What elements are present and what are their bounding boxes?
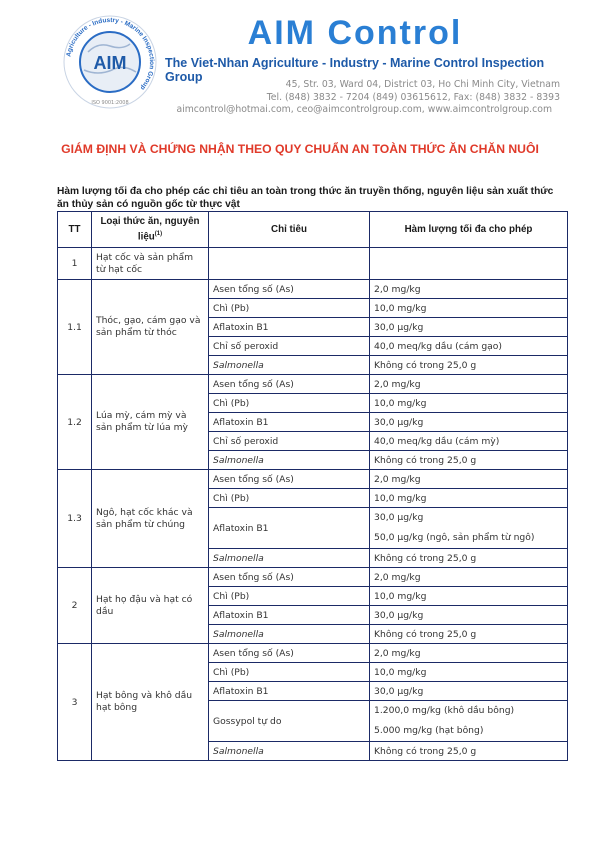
row-tt: 1.2 [58, 375, 92, 470]
row-tt: 1 [58, 248, 92, 280]
row-criteria: Asen tổng số (As) [209, 644, 370, 663]
row-food: Hạt họ đậu và hạt có dầu [92, 568, 209, 644]
row-criteria: Asen tổng số (As) [209, 470, 370, 489]
address-line: 45, Str. 03, Ward 04, District 03, Ho Chi Minh City, Vietnam [285, 79, 560, 90]
row-criteria [209, 248, 370, 280]
company-subtitle: The Viet-Nhan Agriculture - Industry - Marine Control Inspection Group [165, 56, 545, 84]
row-criteria: Chỉ số peroxid [209, 432, 370, 451]
row-tt: 1.3 [58, 470, 92, 568]
row-food: Hạt cốc và sản phẩm từ hạt cốc [92, 248, 209, 280]
row-limit: Không có trong 25,0 g [370, 742, 568, 761]
limit-line: 30,0 µg/kg [374, 512, 424, 523]
row-criteria [209, 742, 370, 761]
row-food: Hạt bông và khô dầu hạt bông [92, 644, 209, 761]
row-limit: 10,0 mg/kg [370, 489, 568, 508]
header-food-footnote: (1) [154, 230, 163, 237]
row-limit: Không có trong 25,0 g [370, 549, 568, 568]
row-limit: 30,0 µg/kg [370, 682, 568, 701]
row-criteria: Chỉ số peroxid [209, 337, 370, 356]
table-row [58, 280, 568, 299]
row-criteria: Chì (Pb) [209, 299, 370, 318]
row-limit: 2,0 mg/kg [370, 568, 568, 587]
row-limit: 2,0 mg/kg [370, 280, 568, 299]
row-food: Thóc, gạo, cám gạo và sản phẩm từ thóc [92, 280, 209, 375]
row-criteria: Chì (Pb) [209, 489, 370, 508]
row-criteria [209, 356, 370, 375]
row-tt: 2 [58, 568, 92, 644]
row-criteria: Chì (Pb) [209, 394, 370, 413]
row-criteria: Asen tổng số (As) [209, 375, 370, 394]
salmonella-label: Salmonella [213, 359, 264, 371]
limit-line: 5.000 mg/kg (hạt bông) [374, 725, 484, 736]
row-limit: 2,0 mg/kg [370, 470, 568, 489]
row-criteria: Aflatoxin B1 [209, 606, 370, 625]
row-tt: 1.1 [58, 280, 92, 375]
row-tt: 3 [58, 644, 92, 761]
header-criteria: Chỉ tiêu [209, 212, 370, 248]
row-food: Ngô, hạt cốc khác và sản phẩm từ chúng [92, 470, 209, 568]
salmonella-label: Salmonella [213, 552, 264, 564]
row-criteria [209, 549, 370, 568]
limit-line: 1.200,0 mg/kg (khô dầu bông) [374, 705, 515, 716]
row-limit [370, 248, 568, 280]
page-title: GIÁM ĐỊNH VÀ CHỨNG NHẬN THEO QUY CHUẨN AN TOÀN THỨC ĂN CHĂN NUÔI [61, 142, 539, 156]
salmonella-label: Salmonella [213, 454, 264, 466]
limit-line: 50,0 µg/kg (ngô, sản phẩm từ ngô) [374, 532, 535, 543]
header-food [92, 212, 209, 248]
row-criteria: Aflatoxin B1 [209, 508, 370, 549]
header-limit: Hàm lượng tối đa cho phép [370, 212, 568, 248]
row-criteria: Aflatoxin B1 [209, 413, 370, 432]
logo-ring-text: Agriculture - Industry - Marine Inspection Group [65, 16, 156, 92]
row-criteria: Gossypol tự do [209, 701, 370, 742]
row-limit: 10,0 mg/kg [370, 299, 568, 318]
row-criteria: Asen tổng số (As) [209, 280, 370, 299]
salmonella-label: Salmonella [213, 745, 264, 757]
row-criteria: Asen tổng số (As) [209, 568, 370, 587]
table-row [58, 644, 568, 663]
table-row [58, 248, 568, 280]
row-criteria: Aflatoxin B1 [209, 682, 370, 701]
row-food: Lúa mỳ, cám mỳ và sản phẩm từ lúa mỳ [92, 375, 209, 470]
limits-table [57, 211, 567, 761]
logo-text: AIM [93, 53, 127, 73]
row-limit: 30,0 µg/kg [370, 413, 568, 432]
phone-line: Tel. (848) 3832 - 7204 (849) 03615612, Fax: (848) 3832 - 8393 [266, 92, 560, 103]
salmonella-label: Salmonella [213, 628, 264, 640]
row-criteria [209, 451, 370, 470]
row-limit [370, 508, 568, 549]
table-row [58, 470, 568, 489]
row-limit: 2,0 mg/kg [370, 644, 568, 663]
row-limit: 30,0 µg/kg [370, 606, 568, 625]
row-limit: Không có trong 25,0 g [370, 356, 568, 375]
row-criteria: Chì (Pb) [209, 663, 370, 682]
row-limit: 30,0 µg/kg [370, 318, 568, 337]
table-row [58, 375, 568, 394]
row-limit: 40,0 meq/kg dầu (cám mỳ) [370, 432, 568, 451]
row-limit: 40,0 meq/kg dầu (cám gạo) [370, 337, 568, 356]
row-limit: 10,0 mg/kg [370, 394, 568, 413]
row-criteria [209, 625, 370, 644]
row-criteria: Aflatoxin B1 [209, 318, 370, 337]
header-tt: TT [58, 212, 92, 248]
row-limit: 10,0 mg/kg [370, 587, 568, 606]
row-limit: 2,0 mg/kg [370, 375, 568, 394]
table-header-row [58, 212, 568, 248]
row-limit: Không có trong 25,0 g [370, 451, 568, 470]
brand-name: AIM Control [247, 14, 463, 52]
row-limit: Không có trong 25,0 g [370, 625, 568, 644]
row-limit: 10,0 mg/kg [370, 663, 568, 682]
logo-iso: ISO 9001:2008 [91, 100, 129, 106]
section-title: Hàm lượng tối đa cho phép các chỉ tiêu an toàn trong thức ăn truyền thống, nguyên liệu sản xuất thức ăn thủy sản có nguồn gốc từ thực vật [57, 186, 554, 210]
row-criteria: Chì (Pb) [209, 587, 370, 606]
email-line: aimcontrol@hotmai.com, ceo@aimcontrolgroup.com, www.aimcontrolgroup.com [176, 104, 552, 115]
table-row [58, 568, 568, 587]
header-food-label: Loại thức ăn, nguyên liệu [100, 215, 200, 243]
row-limit [370, 701, 568, 742]
